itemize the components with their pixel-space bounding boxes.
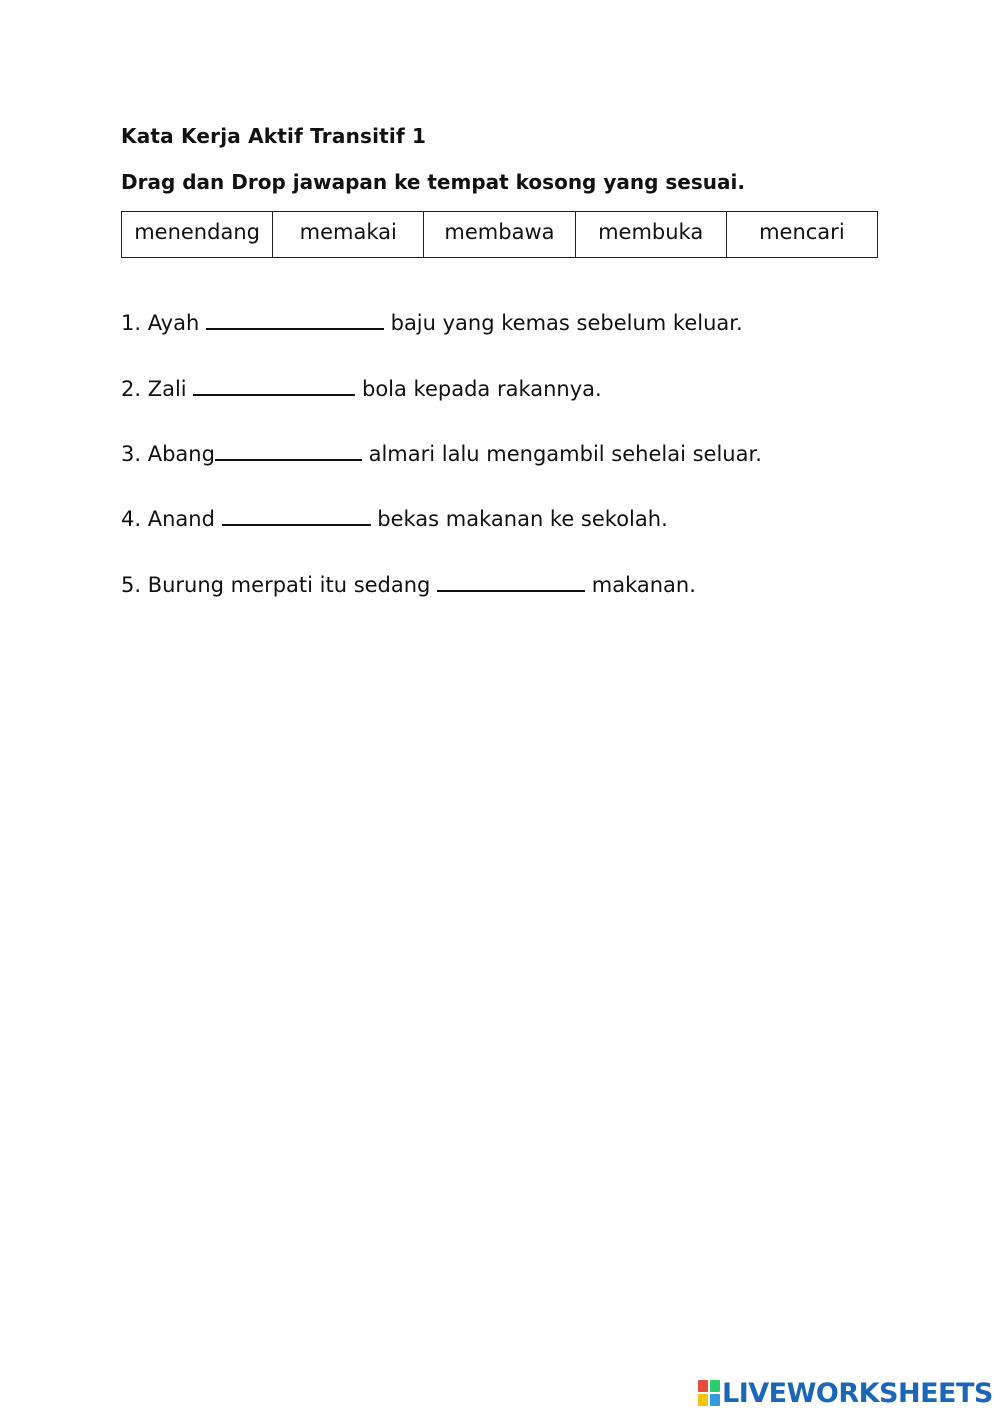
answer-drop-zone[interactable] — [437, 568, 585, 592]
question-3 — [121, 437, 762, 466]
answer-drop-zone[interactable] — [222, 502, 371, 526]
question-text-before: 5. Burung merpati itu sedang — [121, 573, 438, 597]
liveworksheets-logo-icon — [698, 1380, 720, 1406]
question-text-after: almari lalu mengambil sehelai seluar. — [361, 442, 762, 466]
question-text-after: bekas makanan ke sekolah. — [370, 507, 668, 531]
question-2 — [121, 372, 602, 401]
question-5 — [121, 568, 696, 597]
word-option[interactable]: membuka — [575, 212, 726, 258]
logo-mark-square — [710, 1380, 720, 1392]
answer-drop-zone[interactable] — [193, 372, 355, 396]
word-option[interactable]: membawa — [424, 212, 575, 258]
instruction-text: Drag dan Drop jawapan ke tempat kosong yang sesuai. — [121, 170, 745, 194]
question-text-after: baju yang kemas sebelum keluar. — [383, 311, 743, 335]
word-option[interactable]: memakai — [273, 212, 424, 258]
question-text-before: 1. Ayah — [121, 311, 206, 335]
logo-mark-square — [710, 1394, 720, 1406]
worksheet-title: Kata Kerja Aktif Transitif 1 — [121, 124, 427, 148]
question-1 — [121, 306, 743, 335]
question-text-before: 2. Zali — [121, 377, 194, 401]
word-option[interactable]: mencari — [726, 212, 877, 258]
word-option[interactable]: menendang — [122, 212, 273, 258]
answer-drop-zone[interactable] — [215, 437, 362, 461]
logo-text: LIVEWORKSHEETS — [722, 1377, 993, 1409]
logo-mark-square — [698, 1380, 708, 1392]
question-text-after: bola kepada rakannya. — [355, 377, 602, 401]
answer-drop-zone[interactable] — [206, 306, 384, 330]
question-text-after: makanan. — [585, 573, 696, 597]
question-text-before: 3. Abang — [121, 442, 215, 466]
question-4 — [121, 502, 668, 531]
liveworksheets-logo[interactable] — [698, 1377, 993, 1409]
question-text-before: 4. Anand — [121, 507, 222, 531]
logo-mark-square — [698, 1394, 708, 1406]
word-bank — [121, 211, 878, 258]
